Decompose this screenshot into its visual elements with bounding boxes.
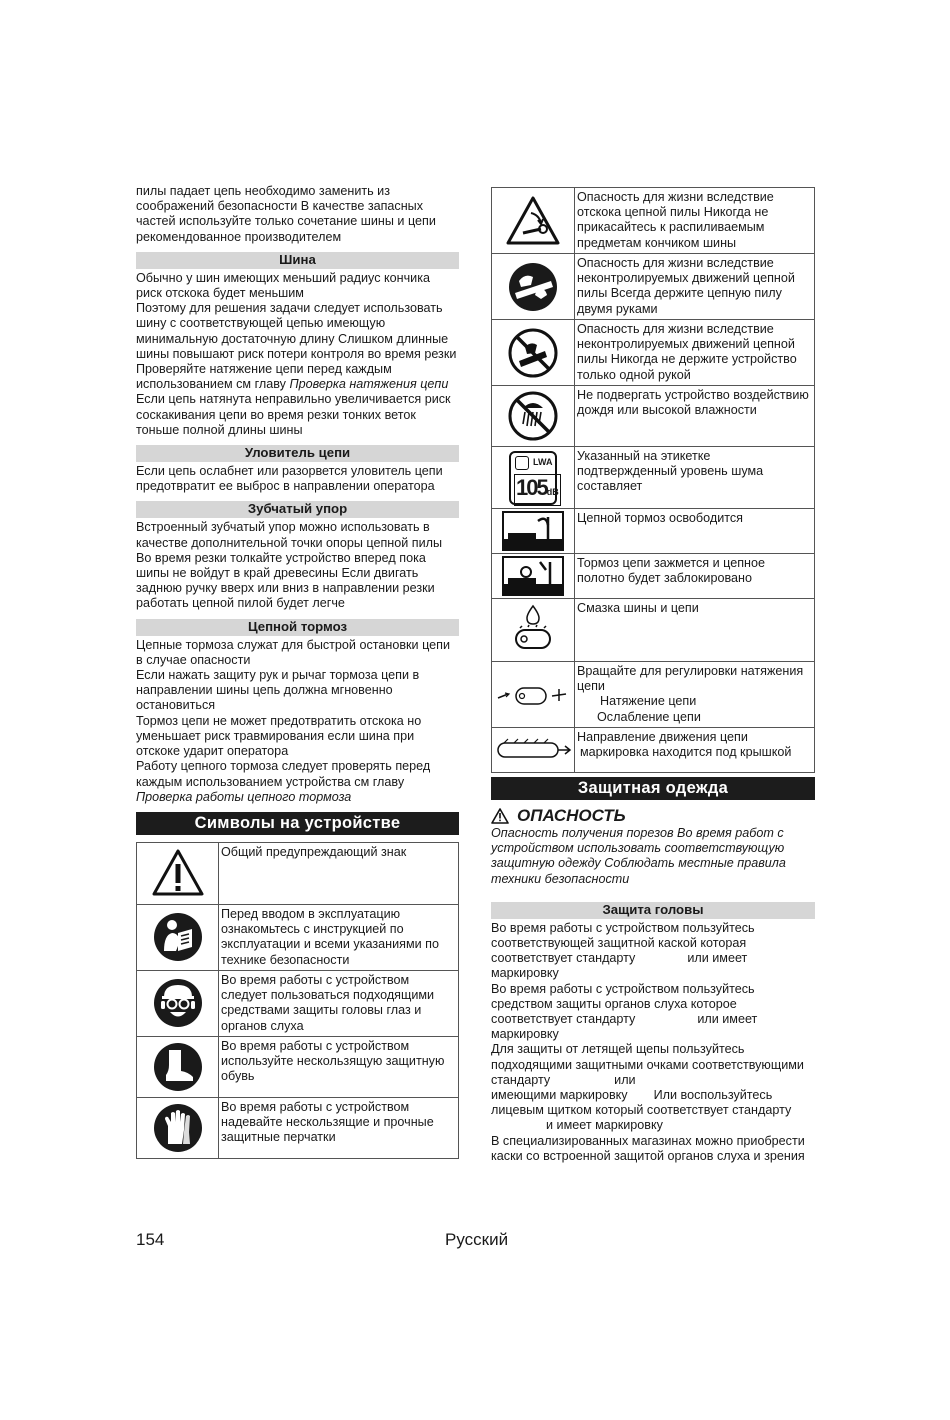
tension-line-2: Натяжение цепи (600, 694, 697, 709)
brake-paragraph-4 (136, 759, 459, 805)
spike-paragraph-2: Во время резки толкайте устройство вперед пока шипы не войдут в край древесины Если двигать заднюю ручку вверх или вниз в направлении резки работать цепной пилой будет легче (136, 550, 435, 611)
table-row (492, 554, 815, 599)
head-p1-marking: маркировку (491, 966, 559, 981)
kickback-warning-icon (492, 188, 575, 254)
spike-paragraph-1: Встроенный зубчатый упор можно использовать в качестве дополнительной точки опоры цепной пилы (136, 520, 443, 550)
table-row (492, 447, 815, 509)
symbol-text: Во время работы с устройством надевайте нескользящие и прочные защитные перчатки (219, 1097, 459, 1158)
chain-tension-icon (492, 662, 575, 728)
section-heading-brake: Цепной тормоз (136, 619, 459, 636)
symbol-text: Опасность для жизни вследствие неконтролируемых движений цепной пилы Никогда не держите устройство только одной рукой (575, 320, 815, 386)
two-hands-icon (492, 254, 575, 320)
safety-boot-icon (137, 1036, 219, 1097)
table-row (492, 509, 815, 554)
noise-level-icon (492, 447, 575, 509)
page-number: 154 (136, 1230, 165, 1249)
symbol-text-direction (575, 728, 815, 773)
head-protection-icon (137, 970, 219, 1036)
head-p3-text: Для защиты от летящей щепы пользуйтесь подходящими защитными очками соответствующими стандарту (491, 1042, 804, 1087)
symbol-text: Опасность для жизни вследствие неконтролируемых движений цепной пилы Всегда держите цепную пилу двумя руками (575, 254, 815, 320)
symbol-text: Во время работы с устройством следует пользоваться подходящими средствами защиты головы глаз и органов слуха (219, 970, 459, 1036)
symbols-table-right (491, 187, 815, 773)
brake-paragraph-3: Тормоз цепи не может предотвратить отскока но уменьшает риск травмирования если шина при отскоке ударит оператора (136, 713, 422, 759)
head-p2-text: Во время работы с устройством пользуйтесь средством защиты органов слуха которое соответствует стандарту (491, 981, 755, 1027)
brake-p4-reference: Проверка работы цепного тормоза (136, 789, 352, 804)
tension-line-1: Вращайте для регулировки натяжения цепи (577, 664, 804, 694)
head-paragraph-2 (491, 982, 815, 1043)
table-row (492, 728, 815, 773)
chain-direction-icon (492, 728, 575, 773)
bar-paragraph-1: Обычно у шин имеющих меньший радиус кончика риск отскока будет меньшим (136, 270, 430, 301)
head-p3-shield: лицевым щитком который соответствует стандарту (491, 1103, 792, 1118)
head-p3-shield-marking: и имеет маркировку (546, 1118, 663, 1133)
head-p1-or: или имеет (687, 951, 748, 966)
brake-engage-icon (492, 554, 575, 599)
table-row (137, 1036, 459, 1097)
symbol-text: Перед вводом в эксплуатацию ознакомьтесь с инструкцией по эксплуатации и всеми указаниями по технике безопасности (219, 904, 459, 970)
oil-lubrication-icon (492, 599, 575, 662)
head-p3-or: или (614, 1072, 636, 1087)
head-p3-alternative: Или воспользуйтесь (653, 1088, 773, 1103)
brake-paragraph-2: Если нажать защиту рук и рычаг тормоза цепи в направлении шины цепь должна мгновенно остановиться (136, 668, 420, 713)
catcher-paragraph: Если цепь ослабнет или разорвется уловитель цепи предотвратит ее выброс в направлении оператора (136, 464, 443, 494)
table-row (492, 188, 815, 254)
symbols-table-left (136, 842, 459, 1159)
symbol-text: Смазка шины и цепи (575, 599, 815, 662)
tension-line-3: Ослабление цепи (597, 709, 701, 724)
symbol-text: Не подвергать устройство воздействию дождя или высокой влажности (575, 386, 815, 447)
left-column (136, 184, 459, 1159)
section-heading-bar: Шина (136, 252, 459, 269)
symbol-text-tension (575, 662, 815, 728)
danger-warning-icon (491, 808, 509, 824)
danger-title: ОПАСНОСТЬ (517, 806, 626, 825)
brake-release-icon (492, 509, 575, 554)
table-row (137, 970, 459, 1036)
table-row (492, 599, 815, 662)
head-paragraph-4: В специализированных магазинах можно приобрести каски со встроенной защитой органов слуха и зрения (491, 1133, 805, 1163)
symbol-text: Указанный на этикетке подтвержденный уровень шума составляет (575, 447, 815, 509)
head-paragraph-1 (491, 921, 815, 982)
head-paragraph-3 (491, 1042, 815, 1133)
bar-p3-end: Если цепь натянута неправильно увеличивается риск соскакивания цепи во время резки тонких веток тоньше полной длины шины (136, 392, 451, 437)
section-heading-spike: Зубчатый упор (136, 501, 459, 518)
db-number: 105 (516, 474, 547, 500)
section-heading-head-protection: Защита головы (491, 902, 815, 919)
no-one-hand-icon (492, 320, 575, 386)
head-p3-marking: имеющими маркировку (491, 1088, 628, 1103)
symbol-text: Тормоз цепи зажмется и цепное полотно будет заблокировано (575, 554, 815, 599)
db-unit: dB (546, 486, 559, 497)
direction-line-2: маркировка находится под крышкой (580, 745, 792, 760)
table-row (492, 386, 815, 447)
right-column (491, 187, 815, 1164)
bar-paragraph-3 (136, 362, 459, 438)
language-label: Русский (445, 1230, 509, 1249)
intro-paragraph: пилы падает цепь необходимо заменить из соображений безопасности В качестве запасных частей используйте только сочетание шины и цепи рекомендованное производителем (136, 184, 436, 244)
brake-p4-text: Работу цепного тормоза следует проверять перед каждым использованием устройства см главу (136, 759, 431, 789)
danger-heading (491, 806, 815, 826)
table-row (492, 320, 815, 386)
table-row (492, 254, 815, 320)
symbols-heading: Символы на устройстве (136, 812, 459, 835)
lwa-label: LWA (533, 456, 553, 467)
table-row (137, 842, 459, 904)
symbol-text: Общий предупреждающий знак (219, 842, 459, 904)
noise-level-label (509, 451, 557, 505)
gloves-icon (137, 1097, 219, 1158)
noise-value (514, 474, 561, 506)
brake-paragraph-1: Цепные тормоза служат для быстрой остановки цепи в случае опасности (136, 637, 451, 667)
bar-p3-start: Проверяйте натяжение цепи перед каждым использованием см главу (136, 362, 392, 392)
symbol-text: Цепной тормоз освободится (575, 509, 815, 554)
table-row (492, 662, 815, 728)
danger-text: Опасность получения порезов Во время работ с устройством использовать соответствующую защитную одежду Соблюдать местные правила техники безопасности (491, 826, 786, 886)
table-row (137, 1097, 459, 1158)
table-row (137, 904, 459, 970)
symbol-text: Во время работы с устройством используйте нескользящую защитную обувь (219, 1036, 459, 1097)
bar-p3-reference: Проверка натяжения цепи (289, 377, 449, 392)
symbol-text: Опасность для жизни вследствие отскока цепной пилы Никогда не прикасайтесь к распиливаемым предметам кончиком шины (575, 188, 815, 254)
speaker-icon (515, 456, 529, 470)
head-p2-or: или имеет (697, 1012, 758, 1027)
head-p2-marking: маркировку (491, 1027, 559, 1042)
direction-line-1: Направление движения цепи (577, 730, 748, 744)
clothing-heading: Защитная одежда (491, 777, 815, 800)
page-footer (136, 1232, 815, 1254)
warning-triangle-icon (137, 842, 219, 904)
head-p1-text: Во время работы с устройством пользуйтесь соответствующей защитной каской которая соответствует стандарту (491, 920, 755, 966)
section-heading-catcher: Уловитель цепи (136, 445, 459, 462)
no-rain-icon (492, 386, 575, 447)
read-manual-icon (137, 904, 219, 970)
bar-paragraph-2: Поэтому для решения задачи следует использовать шину с соответствующей цепью имеющую минимальную достаточную длину Слишком длинные шины повышают риск потери контроля во время резки (136, 301, 457, 361)
